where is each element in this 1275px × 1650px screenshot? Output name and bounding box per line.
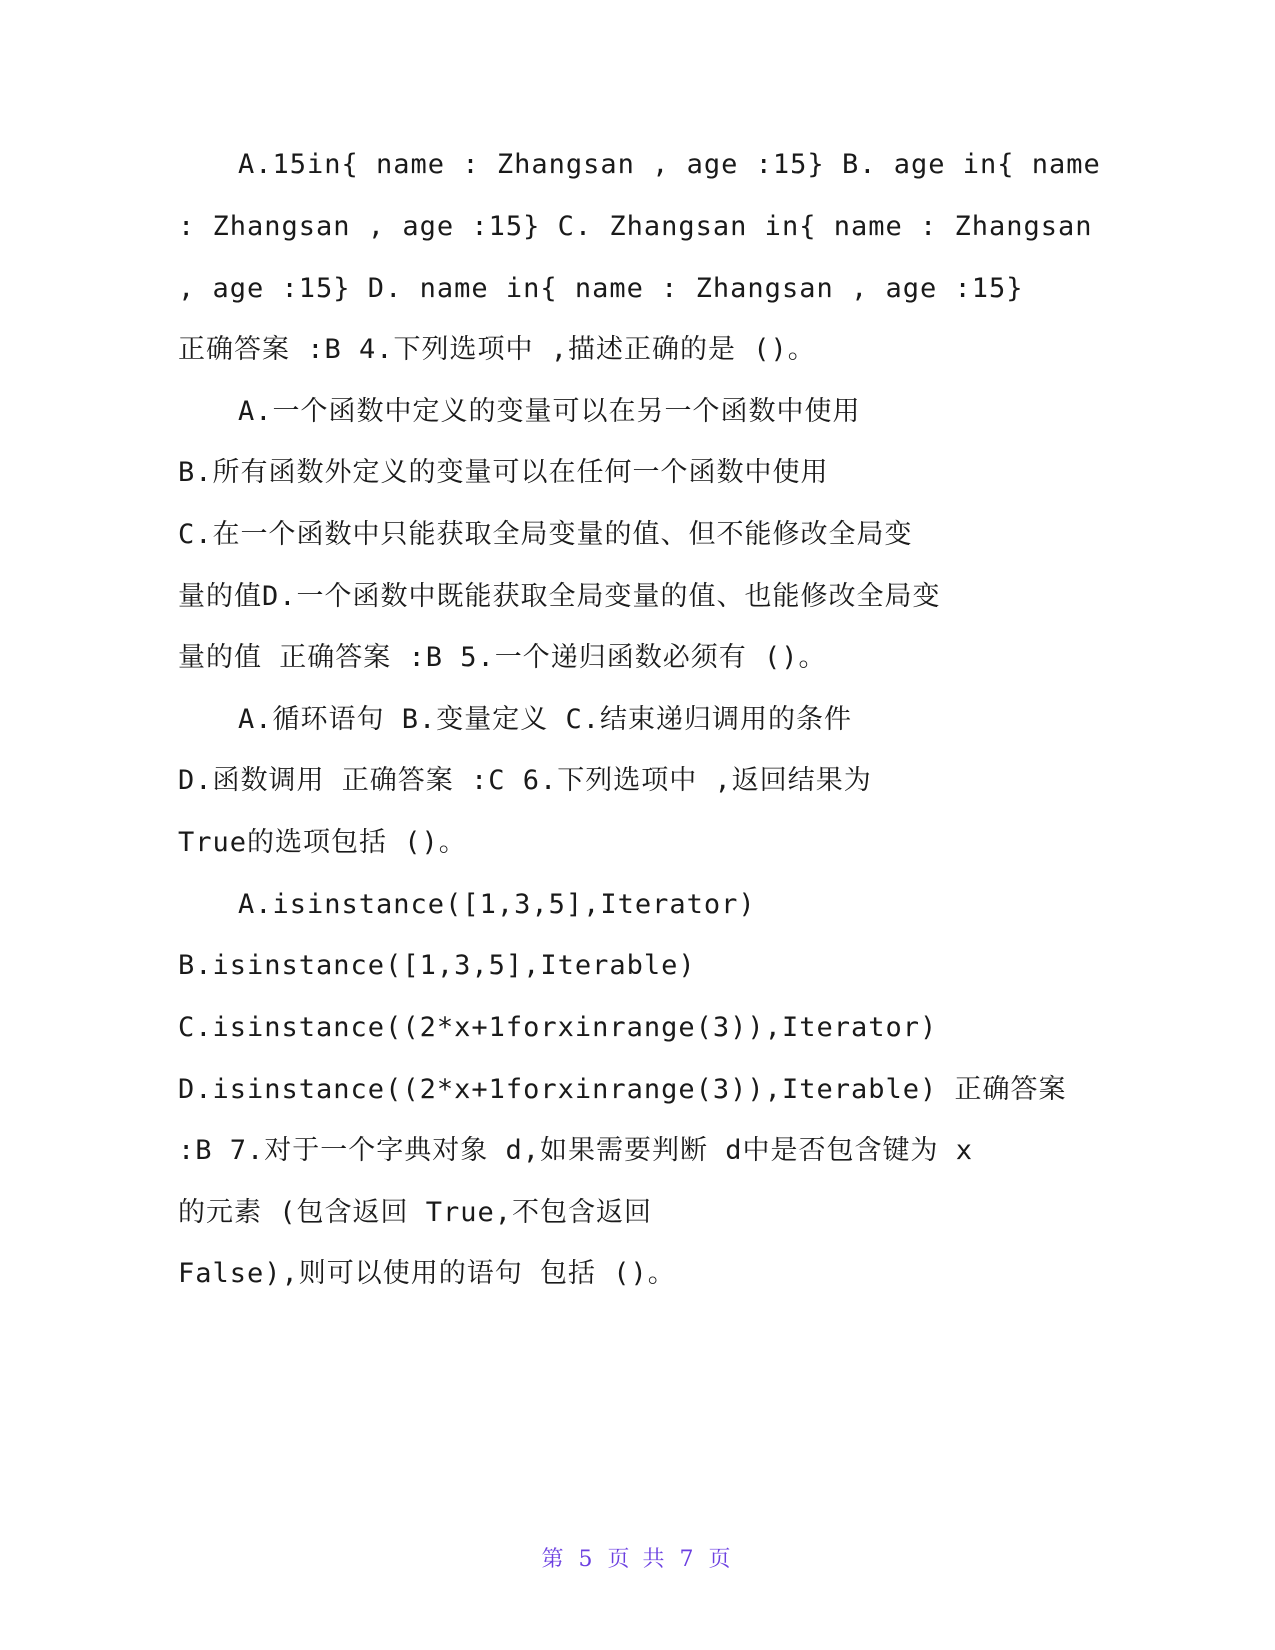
- text-line-15: C.isinstance((2*x+1forxinrange(3)),Iterator): [178, 1012, 938, 1043]
- text-line-11: D.函数调用 正确答案 :C 6.下列选项中 ,返回结果为: [178, 765, 872, 796]
- text-line-1: A.15in{ name : Zhangsan , age :15} B. age in{ name: [238, 149, 1101, 180]
- text-line-8: 量的值D.一个函数中既能获取全局变量的值、也能修改全局变: [178, 581, 941, 612]
- text-line-19: False),则可以使用的语句 包括 ()。: [178, 1258, 676, 1289]
- footer-suffix: 页: [708, 1547, 734, 1572]
- text-line-10: A.循环语句 B.变量定义 C.结束递归调用的条件: [238, 704, 853, 735]
- text-line-2: : Zhangsan , age :15} C. Zhangsan in{ name : Zhangsan: [178, 211, 1093, 242]
- text-line-16: D.isinstance((2*x+1forxinrange(3)),Iterable) 正确答案: [178, 1074, 1067, 1105]
- text-line-9: 量的值 正确答案 :B 5.一个递归函数必须有 ()。: [178, 642, 827, 673]
- page-footer: [0, 1542, 1275, 1573]
- text-line-3: , age :15} D. name in{ name : Zhangsan , age :15}: [178, 273, 1024, 304]
- text-line-7: C.在一个函数中只能获取全局变量的值、但不能修改全局变: [178, 519, 913, 550]
- text-line-13: A.isinstance([1,3,5],Iterator): [238, 889, 756, 920]
- text-line-5: A.一个函数中定义的变量可以在另一个函数中使用: [238, 396, 861, 427]
- text-line-18: 的元素 (包含返回 True,不包含返回: [178, 1197, 653, 1228]
- footer-middle: 页 共: [607, 1547, 668, 1572]
- footer-page-number: 5: [578, 1547, 596, 1572]
- text-line-14: B.isinstance([1,3,5],Iterable): [178, 950, 696, 981]
- text-line-17: :B 7.对于一个字典对象 d,如果需要判断 d中是否包含键为 x: [178, 1135, 974, 1166]
- text-line-12: True的选项包括 ()。: [178, 827, 467, 858]
- text-line-6: B.所有函数外定义的变量可以在任何一个函数中使用: [178, 457, 829, 488]
- text-line-4: 正确答案 :B 4.下列选项中 ,描述正确的是 ()。: [178, 334, 816, 365]
- footer-prefix: 第: [541, 1547, 567, 1572]
- footer-total-pages: 7: [679, 1547, 697, 1572]
